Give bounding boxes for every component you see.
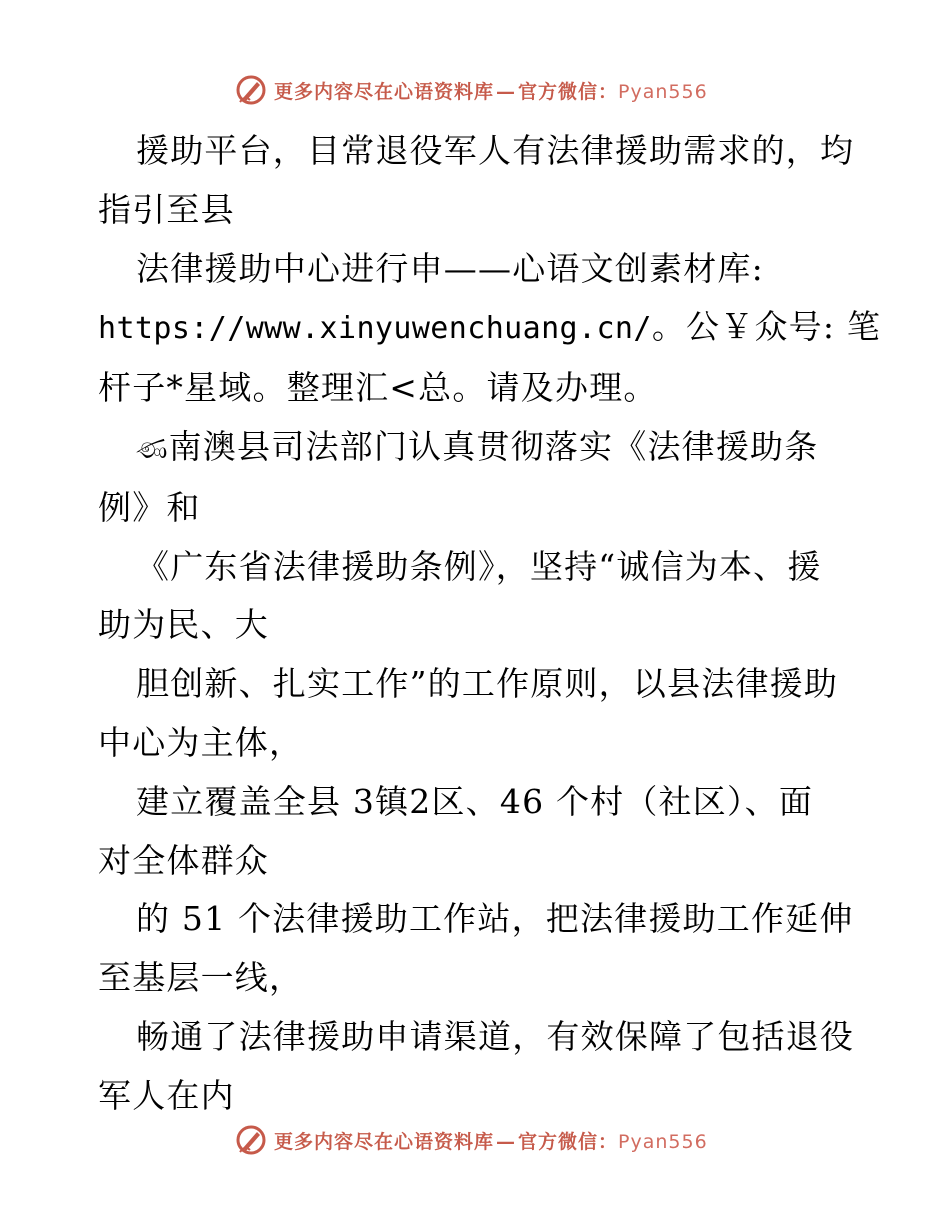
header-banner-label: 官方微信： [518, 80, 619, 103]
website-url: https://www.xinyuwenchuang.cn/ [98, 311, 652, 347]
text-line: 杆子*星域。整理汇<总。请及办理。 [98, 368, 658, 408]
footer-banner-wechat-id: Pyan556 [618, 1130, 708, 1153]
text-fragment: 南澳县司法部门认真贯彻落实《法律援助条 [168, 426, 819, 466]
footer-banner [234, 1122, 708, 1158]
text-line: 的 51 个法律援助工作站，把法律援助工作延伸 [136, 899, 854, 939]
text-line [98, 298, 882, 359]
text-fragment: 。公￥众号: 笔 [651, 307, 882, 347]
footer-banner-label: 官方微信： [518, 1130, 619, 1153]
header-banner-separator: — [496, 80, 517, 103]
text-line: 胆创新、扎实工作”的工作原则，以县法律援助 [136, 664, 839, 704]
text-line: 例》和 [98, 487, 201, 527]
text-line [98, 418, 858, 479]
pen-logo-icon [234, 73, 268, 107]
text-line: 对全体群众 [98, 840, 269, 880]
text-line: 军人在内 [98, 1075, 235, 1115]
header-banner-title: 更多内容尽在心语资料库 [274, 80, 495, 103]
text-line: 至基层一线， [98, 958, 304, 998]
pen-logo-icon [234, 1123, 268, 1157]
text-line: 畅通了法律援助申请渠道，有效保障了包括退役 [136, 1016, 855, 1056]
footer-banner-separator: — [496, 1130, 517, 1153]
text-line: 指引至县 [98, 189, 235, 229]
text-line: 援助平台，目常退役军人有法律援助需求的，均 [136, 131, 855, 170]
text-line: 《广东省法律援助条例》，坚持“诚信为本、援 [136, 546, 822, 586]
header-banner [234, 72, 708, 108]
document-body [98, 122, 882, 1126]
text-line: 中心为主体， [98, 722, 304, 762]
ornament-glyph: ණ [136, 431, 169, 465]
text-line: 助为民、大 [98, 605, 269, 645]
text-line: 法律援助中心进行申——心语文创素材库: [136, 248, 764, 288]
header-banner-wechat-id: Pyan556 [618, 80, 708, 103]
text-line: 建立覆盖全县 3镇2区、46 个村（社区）、面 [136, 781, 814, 821]
footer-banner-title: 更多内容尽在心语资料库 [274, 1130, 495, 1153]
